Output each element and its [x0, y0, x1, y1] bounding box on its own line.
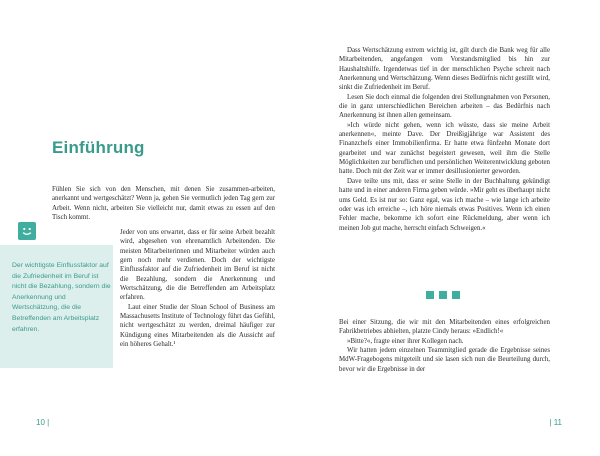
paragraph: »Bitte?«, fragte einer ihrer Kollegen nach. — [347, 337, 464, 345]
column-paragraphs — [120, 228, 275, 349]
paragraph: Dass Wertschätzung extrem wichtig ist, gilt durch die Bank weg für alle Mitarbeitenden, angefangen vom Vorstandsmitglied bis hin zur Haushaltshilfe. Irgendetwas tief in der menschlichen Psyche schreit nach Anerkennung und Wertschätzung. Wenn dieses Bedürfnis nicht gestillt wird, sinkt die Zufriedenheit im Beruf. — [339, 47, 550, 92]
body-text-bottom — [339, 318, 550, 374]
page-number: | 11 — [549, 418, 562, 427]
intro-paragraph — [52, 185, 275, 222]
paragraph: Lesen Sie doch einmal die folgenden drei Stellungnahmen von Personen, die in ganz unterschiedlichen Bereichen arbeiten – das Bedürfnis nach Anerkennung ist ihnen allen gemeinsam. — [339, 93, 550, 120]
paragraph: Laut einer Studie der Sloan School of Business am Massachusetts Institute of Technology führt das Gefühl, nicht wertgeschätzt zu werden, dreimal häufiger zur Kündigung eines Mitarbeitenden als die Aussicht auf ein höheres Gehalt.¹ — [120, 303, 275, 349]
paragraph: Jeder von uns erwartet, dass er für seine Arbeit bezahlt wird, abgesehen von ehrenamtlich Arbeitenden. Die meisten Mitarbeiterinnen und Mitarbeiter würden auch gern noch mehr verdienen. Doch der wichtigste Einflussfaktor auf die Zufriedenheit im Beruf ist nicht die Bezahlung, sondern die Anerkennung und Wertschätzung, die die Betreffenden am Arbeitsplatz erfahren. — [120, 229, 275, 302]
chapter-title: Einführung — [52, 138, 145, 157]
callout-quote: Der wichtigste Einflussfaktor auf die Zufriedenheit im Beruf ist nicht die Bezahlung, sondern die Anerkennung und Wertschätzung, die die Betreffenden am Arbeitsplatz erfahren. — [12, 262, 111, 333]
paragraph: Bei einer Sitzung, die wir mit den Mitarbeitenden eines erfolgreichen Fabrikbetriebes abhielten, platzte Cindy heraus: »Endlich!« — [339, 319, 550, 336]
page-number: 10 | — [36, 418, 50, 427]
paragraph: Wir hatten jedem einzelnen Teammitglied gerade die Ergebnisse seines MdW-Fragebogens mitgeteilt und sie lasen sich nun die Beurteilung durch, bevor wir die Ergebnisse in der — [339, 347, 550, 373]
smiley-icon — [439, 291, 447, 299]
paragraph: Dave teilte uns mit, dass er seine Stelle in der Buchhaltung gekündigt hatte und in einer anderen Firma geben würde. »Mir geht es überhaupt nicht ums Geld. Es ist nur so: Ganz egal, was ich mache – wie lange ich arbeite oder was ich erreiche –, ich höre niemals etwas Positives. Wenn ich einen Fehler mache, bekomme ich sofort eine Rückmeldung, aber wenn ich meinen Job gut mache, herrscht einfach Schweigen.« — [339, 177, 550, 232]
paragraph: »Ich würde nicht gehen, wenn ich wüsste, dass sie meine Arbeit anerkennen«, meinte Dave. Der Dreißigjährige war Assistent des Finanzchefs einer Immobilienfirma. Er hatte etwa fünfzehn Monate dort gearbeitet und war zunächst begeistert gewesen, weil ihm die Stelle Möglichkeiten zur beruflichen und persönlichen Weiterentwicklung geboten hatte. Doch mit der Zeit war er immer desillusionierter geworden. — [339, 121, 550, 176]
body-text-top — [339, 46, 550, 233]
smiley-icon — [426, 291, 434, 299]
right-page — [300, 0, 600, 456]
smiley-icon — [18, 222, 36, 240]
smiley-icon — [452, 291, 460, 299]
section-ornament — [426, 291, 460, 300]
paragraph: Fühlen Sie sich von den Menschen, mit denen Sie zusammen-arbeiten, anerkannt und wertgeschätzt? Wenn ja, gehen Sie vermutlich jeden Tag gern zur Arbeit. Wenn nicht, arbeiten Sie vielleicht nur, damit etwas zu essen auf den Tisch kommt. — [52, 186, 275, 222]
